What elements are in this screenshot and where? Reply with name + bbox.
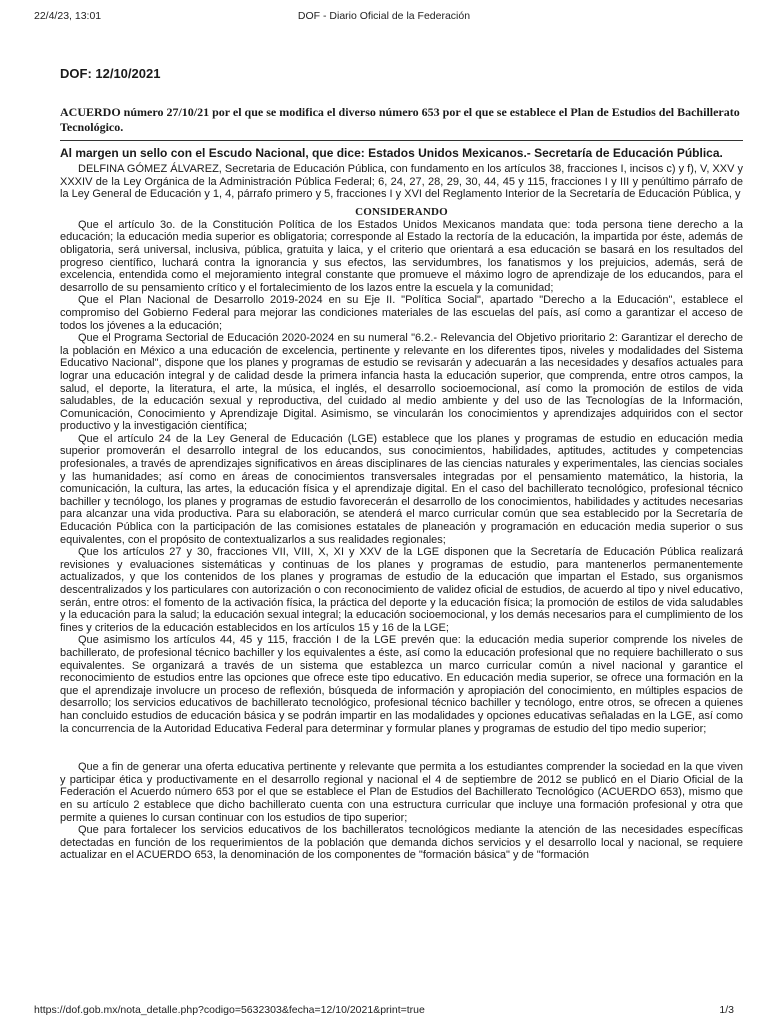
dof-date: DOF: 12/10/2021 — [60, 66, 161, 81]
considerando-paragraph: Que el Programa Sectorial de Educación 2020-2024 en su numeral "6.2.- Relevancia del Objetivo prioritario 2: Garantizar el derecho de la población en México a una educación de excelencia, pertinente y relevante en los diferentes tipos, niveles y modalidades del Sistema Educativo Nacional", dispone que los planes y programas de estudio se revisarán y adecuarán a las necesidades y desafíos actuales para lograr una educación integral y de calidad desde la primera infancia hasta la educación superior, que comprenda, entre otros campos, la salud, el deporte, la literatura, el arte, la música, el inglés, el desarrollo socioemocional, así como la promoción de estilos de vida saludables, de la educación sexual y reproductiva, del cuidado al medio ambiente y del uso de las Tecnologías de la Información, Comunicación, Conocimiento y Aprendizaje Digital. Asimismo, se vincularán los conocimientos y aprendizajes adquiridos con el sector productivo y la investigación científica; — [60, 332, 743, 433]
print-footer — [0, 1004, 768, 1018]
acuerdo-title: ACUERDO número 27/10/21 por el que se modifica el diverso número 653 por el que se establece el Plan de Estudios del Bachillerato Tecnológico. — [60, 105, 743, 141]
considerando-paragraph: Que asimismo los artículos 44, 45 y 115, fracción I de la LGE prevén que: la educación media superior comprende los niveles de bachillerato, de profesional técnico bachiller y los equivalentes a éste, así como la educación profesional que no requiere bachillerato o sus equivalentes. Se organizará a través de un sistema que establezca un marco curricular común a nivel nacional y garantice el reconocimiento de estudios entre las opciones que ofrece este tipo educativo. En educación media superior, se ofrece una formación en la que el aprendizaje involucre un proceso de reflexión, búsqueda de información y apropiación del conocimiento, en múltiples espacios de desarrollo; los servicios educativos de bachillerato tecnológico, profesional técnico bachiller y tecnólogo, entre otros, se ofrecen a quienes han concluido estudios de educación básica y se podrán impartir en las modalidades y opciones educativas señaladas en la LGE, así como la concurrencia de la Autoridad Educativa Federal para determinar y formular planes y programas de estudio del tipo medio superior; — [60, 634, 743, 735]
document-body — [60, 66, 743, 862]
paragraph-gap — [60, 735, 743, 761]
print-page-title: DOF - Diario Oficial de la Federación — [297, 10, 471, 22]
considerando-heading: CONSIDERANDO — [355, 205, 448, 218]
considerando-paragraph: Que los artículos 27 y 30, fracciones VII, VIII, X, XI y XXV de la LGE disponen que la Secretaría de Educación Pública realizará revisiones y evaluaciones sistemáticas y continuas de los planes y programas de estudio, para mantenerlos permanentemente actualizados, y que los contenidos de los planes y programas de estudio de la educación que impartan el Estado, sus organismos descentralizados y los particulares con autorización o con reconocimiento de validez oficial de estudios, de acuerdo al tipo y nivel educativo, serán, entre otros: el fomento de la activación física, la práctica del deporte y la educación física; la promoción de estilos de vida saludables y la educación para la salud; la educación sexual integral; la educación socioemocional, y los demás necesarios para el cumplimiento de los fines y criterios de la educación establecidos en los artículos 15 y 16 de la LGE; — [60, 546, 743, 634]
considerando-paragraph: Que el artículo 3o. de la Constitución Política de los Estados Unidos Mexicanos mandata que: toda persona tiene derecho a la educación; la educación media superior es obligatoria; corresponde al Estado la rectoría de la educación, la impartida por éste, además de obligatoria, será universal, inclusiva, pública, gratuita y laica, y el criterio que orientará a esa educación se basará en los resultados del progreso científico, luchará contra la ignorancia y sus efectos, las servidumbres, los fanatismos y los prejuicios, además, será de excelencia, entendida como el mejoramiento integral constante que promueve el máximo logro de aprendizaje de los educandos, para el desarrollo de su pensamiento crítico y el fortalecimiento de los lazos entre la escuela y la comunidad; — [60, 218, 743, 294]
margin-note: Al margen un sello con el Escudo Nacional, que dice: Estados Unidos Mexicanos.- Secretaría de Educación Pública. — [60, 146, 723, 160]
intro-paragraph: DELFINA GÓMEZ ÁLVAREZ, Secretaria de Educación Pública, con fundamento en los artículos 38, fracciones I, incisos c) y f), V, XXV y XXXIV de la Ley Orgánica de la Administración Pública Federal; 6, 24, 27, 28, 29, 30, 44, 45 y 115, fracciones I y III y penúltimo párrafo de la Ley General de Educación y 1, 4, párrafo primero y 5, fracciones I y XVI del Reglamento Interior de la Secretaría de Educación Pública, y — [60, 163, 743, 201]
considerando-paragraph: Que el Plan Nacional de Desarrollo 2019-2024 en su Eje II. "Política Social", apartado "Derecho a la Educación", establece el compromiso del Gobierno Federal para mejorar las condiciones materiales de las escuelas del país, así como a garantizar el acceso de todos los jóvenes a la educación; — [60, 294, 743, 332]
print-datetime: 22/4/23, 13:01 — [34, 10, 102, 22]
considerando-paragraph: Que a fin de generar una oferta educativa pertinente y relevante que permita a los estudiantes comprender la sociedad en la que viven y participar ética y productivamente en el desarrollo regional y nacional el 4 de septiembre de 2012 se publicó en el Diario Oficial de la Federación el Acuerdo número 653 por el que se establece el Plan de Estudios del Bachillerato Tecnológico (ACUERDO 653), mismo que en su artículo 2 establece que dicho bachillerato cuenta con una estructura curricular que incluye una formación profesional y otra que permite a quienes lo cursan continuar con los estudios de tipo superior; — [60, 761, 743, 824]
print-header — [0, 10, 768, 24]
considerando-paragraph: Que el artículo 24 de la Ley General de Educación (LGE) establece que los planes y programas de estudio en educación media superior promoverán el desarrollo integral de los educandos, sus conocimientos, habilidades, aptitudes, actitudes y competencias profesionales, a través de aprendizajes significativos en áreas disciplinares de las ciencias naturales y experimentales, las ciencias sociales y las humanidades; así como en áreas de conocimientos transversales integradas por el pensamiento matemático, la historia, la comunicación, la cultura, las artes, la educación física y el aprendizaje digital. En el caso del bachillerato tecnológico, profesional técnico bachiller y tecnólogo, los planes y programas de estudio favorecerán el desarrollo de los conocimientos, habilidades y actitudes necesarias para alcanzar una vida productiva. Para su elaboración, se atenderá el marco curricular común que sea establecido por la Secretaría de Educación Pública con la participación de las comisiones estatales de planeación y programación en educación media superior o sus equivalentes, con el propósito de contextualizarlos a sus realidades regionales; — [60, 432, 743, 546]
print-page-number: 1/3 — [719, 1004, 734, 1016]
considerando-paragraph: Que para fortalecer los servicios educativos de los bachilleratos tecnológicos mediante la atención de las necesidades específicas detectadas en función de los requerimientos de la población que demanda dichos servicios y el desarrollo local y nacional, se requiere actualizar en el ACUERDO 653, la denominación de los componentes de "formación básica" y de "formación — [60, 824, 743, 862]
print-url[interactable]: https://dof.gob.mx/nota_detalle.php?codigo=5632303&fecha=12/10/2021&print=true — [34, 1004, 425, 1016]
